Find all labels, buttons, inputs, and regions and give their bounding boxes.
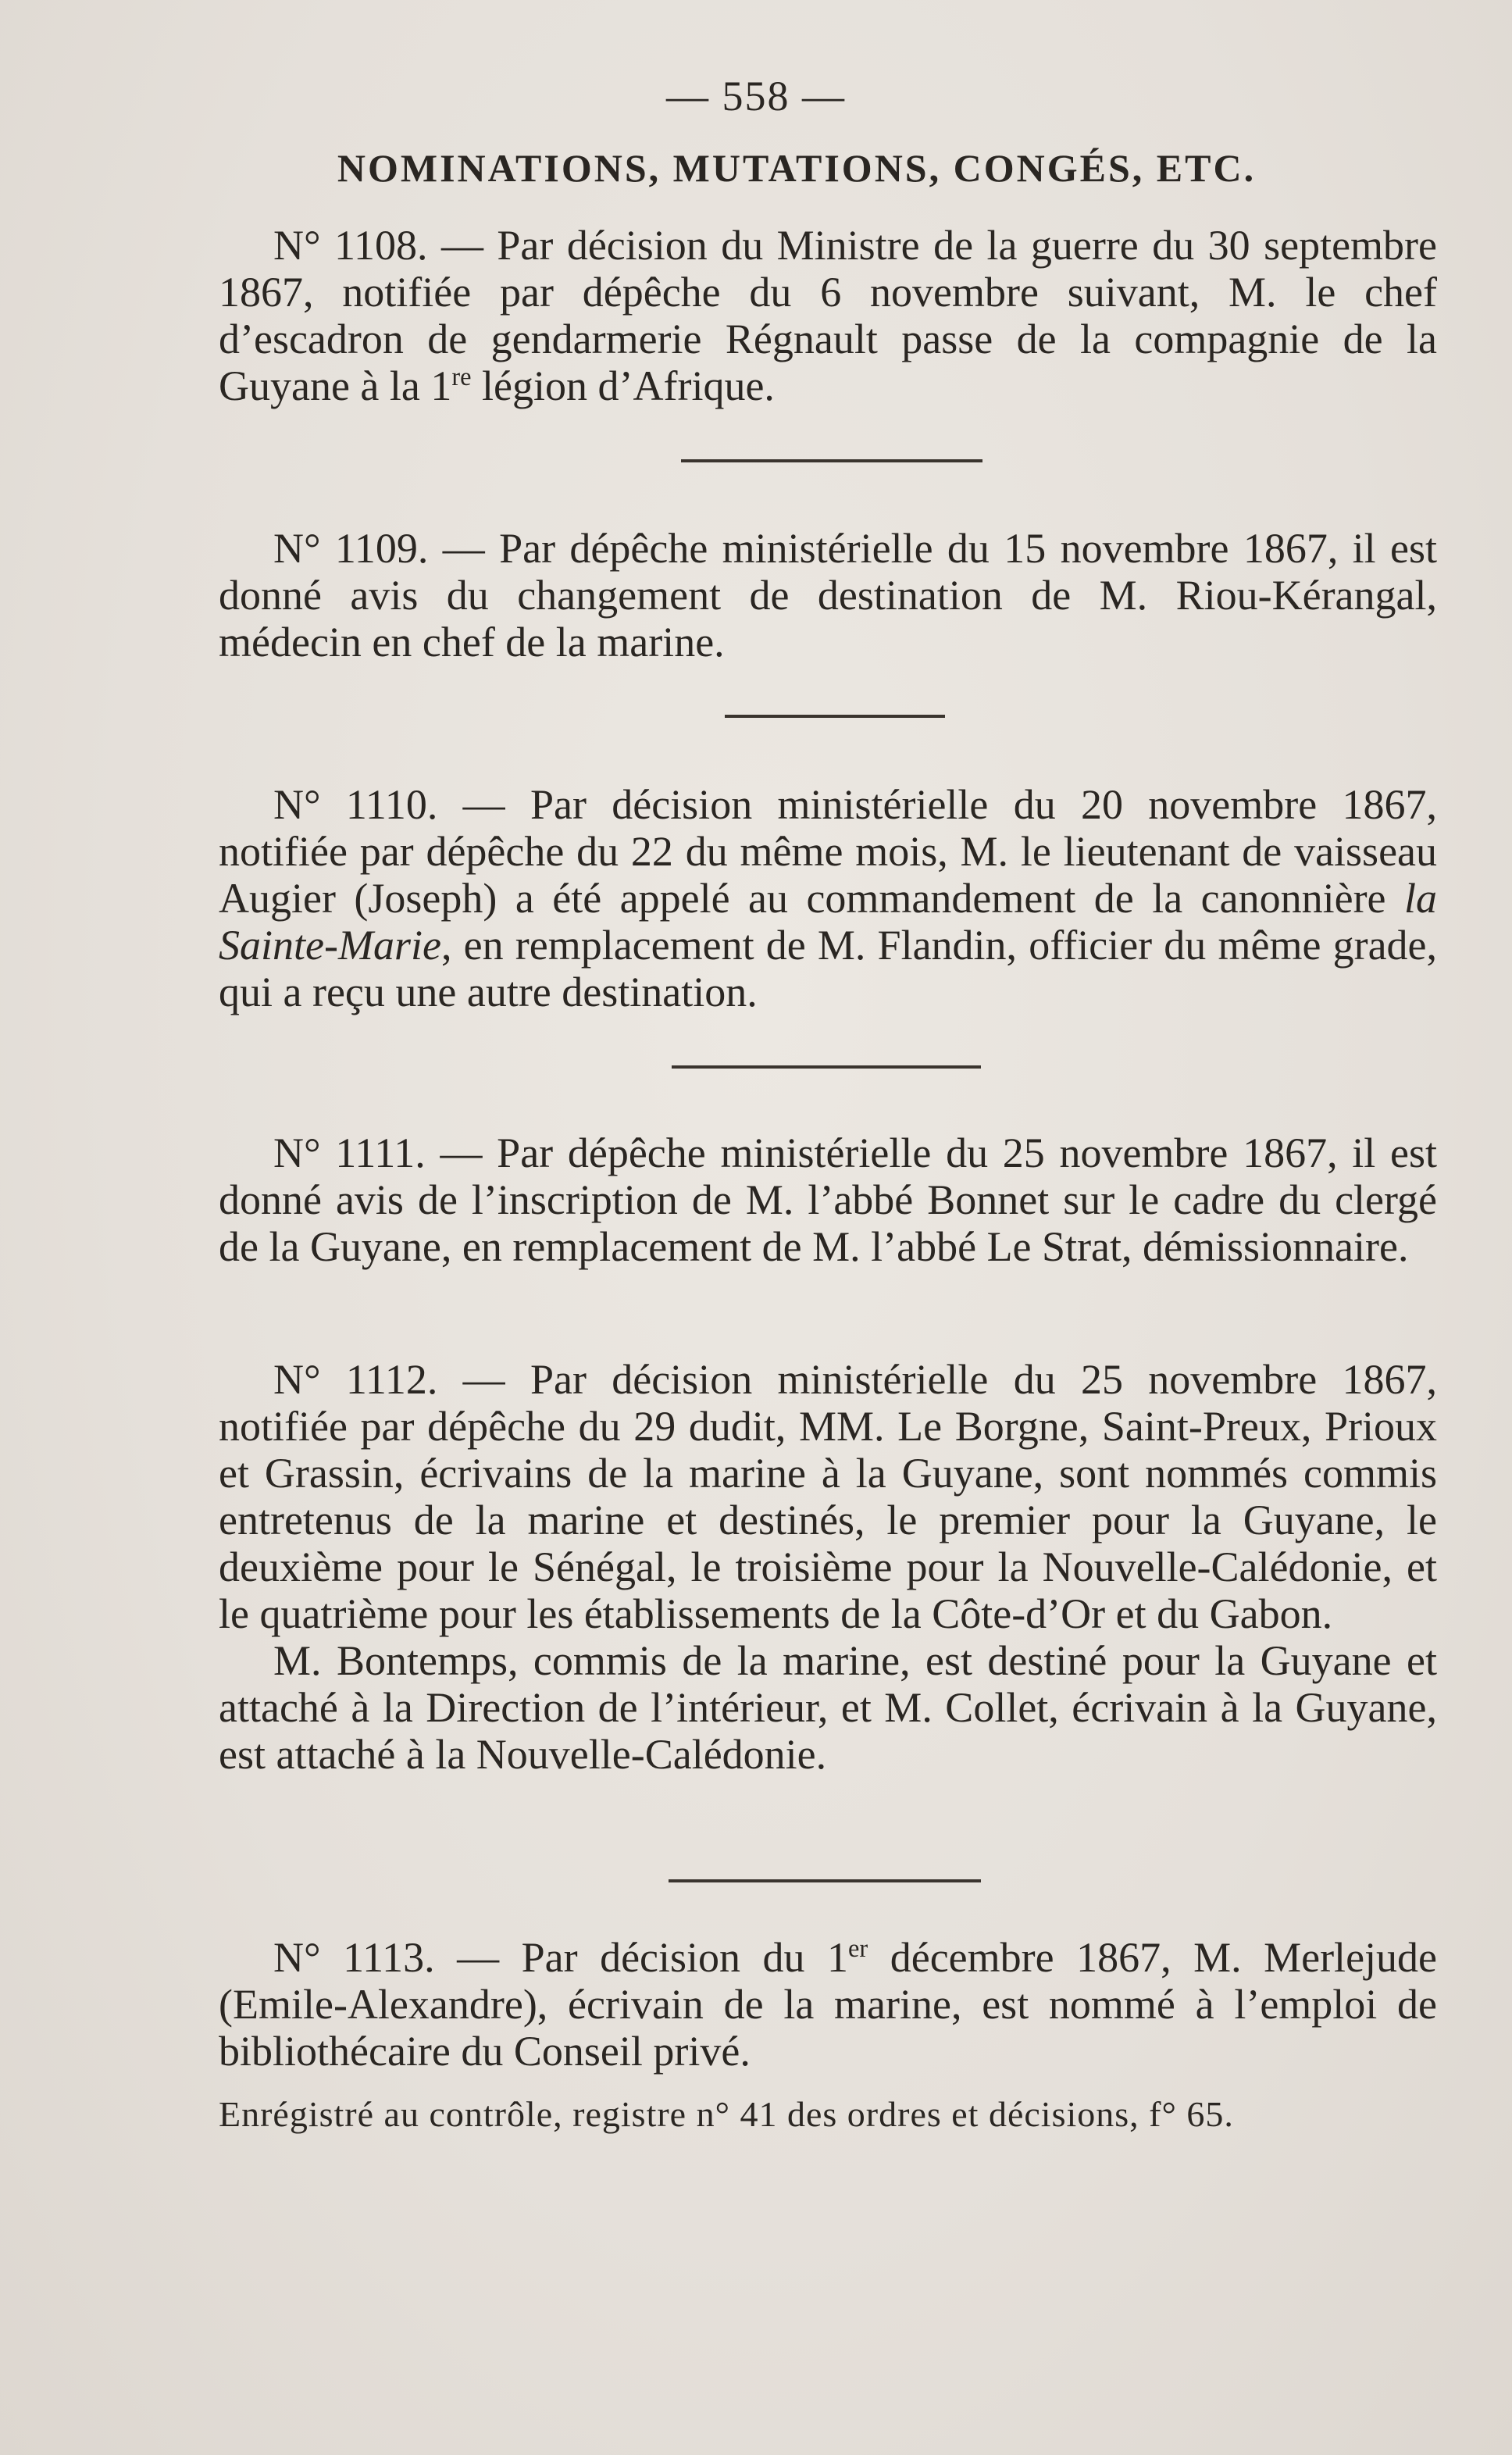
entry-1110 — [219, 781, 1437, 1015]
entry-1109 — [219, 525, 1437, 665]
separator-rule — [725, 715, 945, 718]
entry-text: N° 1109. — Par dépêche ministérielle du 15 novembre 1867, il est donné avis du changement de destination de M. Riou-Kérangal, médecin en chef de la marine. — [219, 525, 1437, 665]
entry-text: N° 1110. — Par décision ministérielle du 20 novembre 1867, notifiée par dépêche du 22 du même mois, M. le lieutenant de vaisseau Augier (Joseph) a été appelé au commandement de la canonnière la Sainte-Marie, en remplacement de M. Flandin, officier du même grade, qui a reçu une autre destination. — [219, 781, 1437, 1015]
entry-1111 — [219, 1129, 1437, 1270]
page-number: — 558 — — [666, 73, 846, 120]
section-heading: NOMINATIONS, MUTATIONS, CONGÉS, ETC. — [337, 146, 1257, 190]
separator-rule — [669, 1879, 981, 1882]
entry-1108 — [219, 222, 1437, 409]
entry-text: N° 1108. — Par décision du Ministre de la guerre du 30 septembre 1867, notifiée par dépêche du 6 novembre suivant, M. le chef d’escadron de gendarmerie Régnault passe de la compagnie de la Guyane à la 1re légion d’Afrique. — [219, 222, 1437, 409]
entry-text: N° 1111. — Par dépêche ministérielle du 25 novembre 1867, il est donné avis de l’inscription de M. l’abbé Bonnet sur le cadre du clergé de la Guyane, en remplacement de M. l’abbé Le Strat, démissionnaire. — [219, 1129, 1437, 1270]
entry-text: N° 1113. — Par décision du 1er décembre 1867, M. Merlejude (Emile-Alexandre), écrivain de la marine, est nommé à l’emploi de bibliothécaire du Conseil privé. — [219, 1934, 1438, 2075]
entry-1112 — [219, 1356, 1437, 1778]
entry-text-continuation: M. Bontemps, commis de la marine, est destiné pour la Guyane et attaché à la Direction de l’intérieur, et M. Collet, écrivain à la Guyane, est attaché à la Nouvelle-Calédonie. — [219, 1637, 1437, 1778]
entry-1113 — [219, 1934, 1437, 2075]
separator-rule — [681, 459, 982, 462]
separator-rule — [672, 1065, 981, 1069]
entry-text: N° 1112. — Par décision ministérielle du 25 novembre 1867, notifiée par dépêche du 29 dudit, MM. Le Borgne, Saint-Preux, Prioux et Grassin, écrivains de la marine à la Guyane, sont nommés commis entretenus de la marine et destinés, le premier pour la Guyane, le deuxième pour le Sénégal, le troisième pour la Nouvelle-Calédonie, et le quatrième pour les établissements de la Côte-d’Or et du Gabon. — [219, 1356, 1437, 1637]
registration-note: Enrégistré au contrôle, registre n° 41 des ordres et décisions, f° 65. — [219, 2094, 1234, 2134]
